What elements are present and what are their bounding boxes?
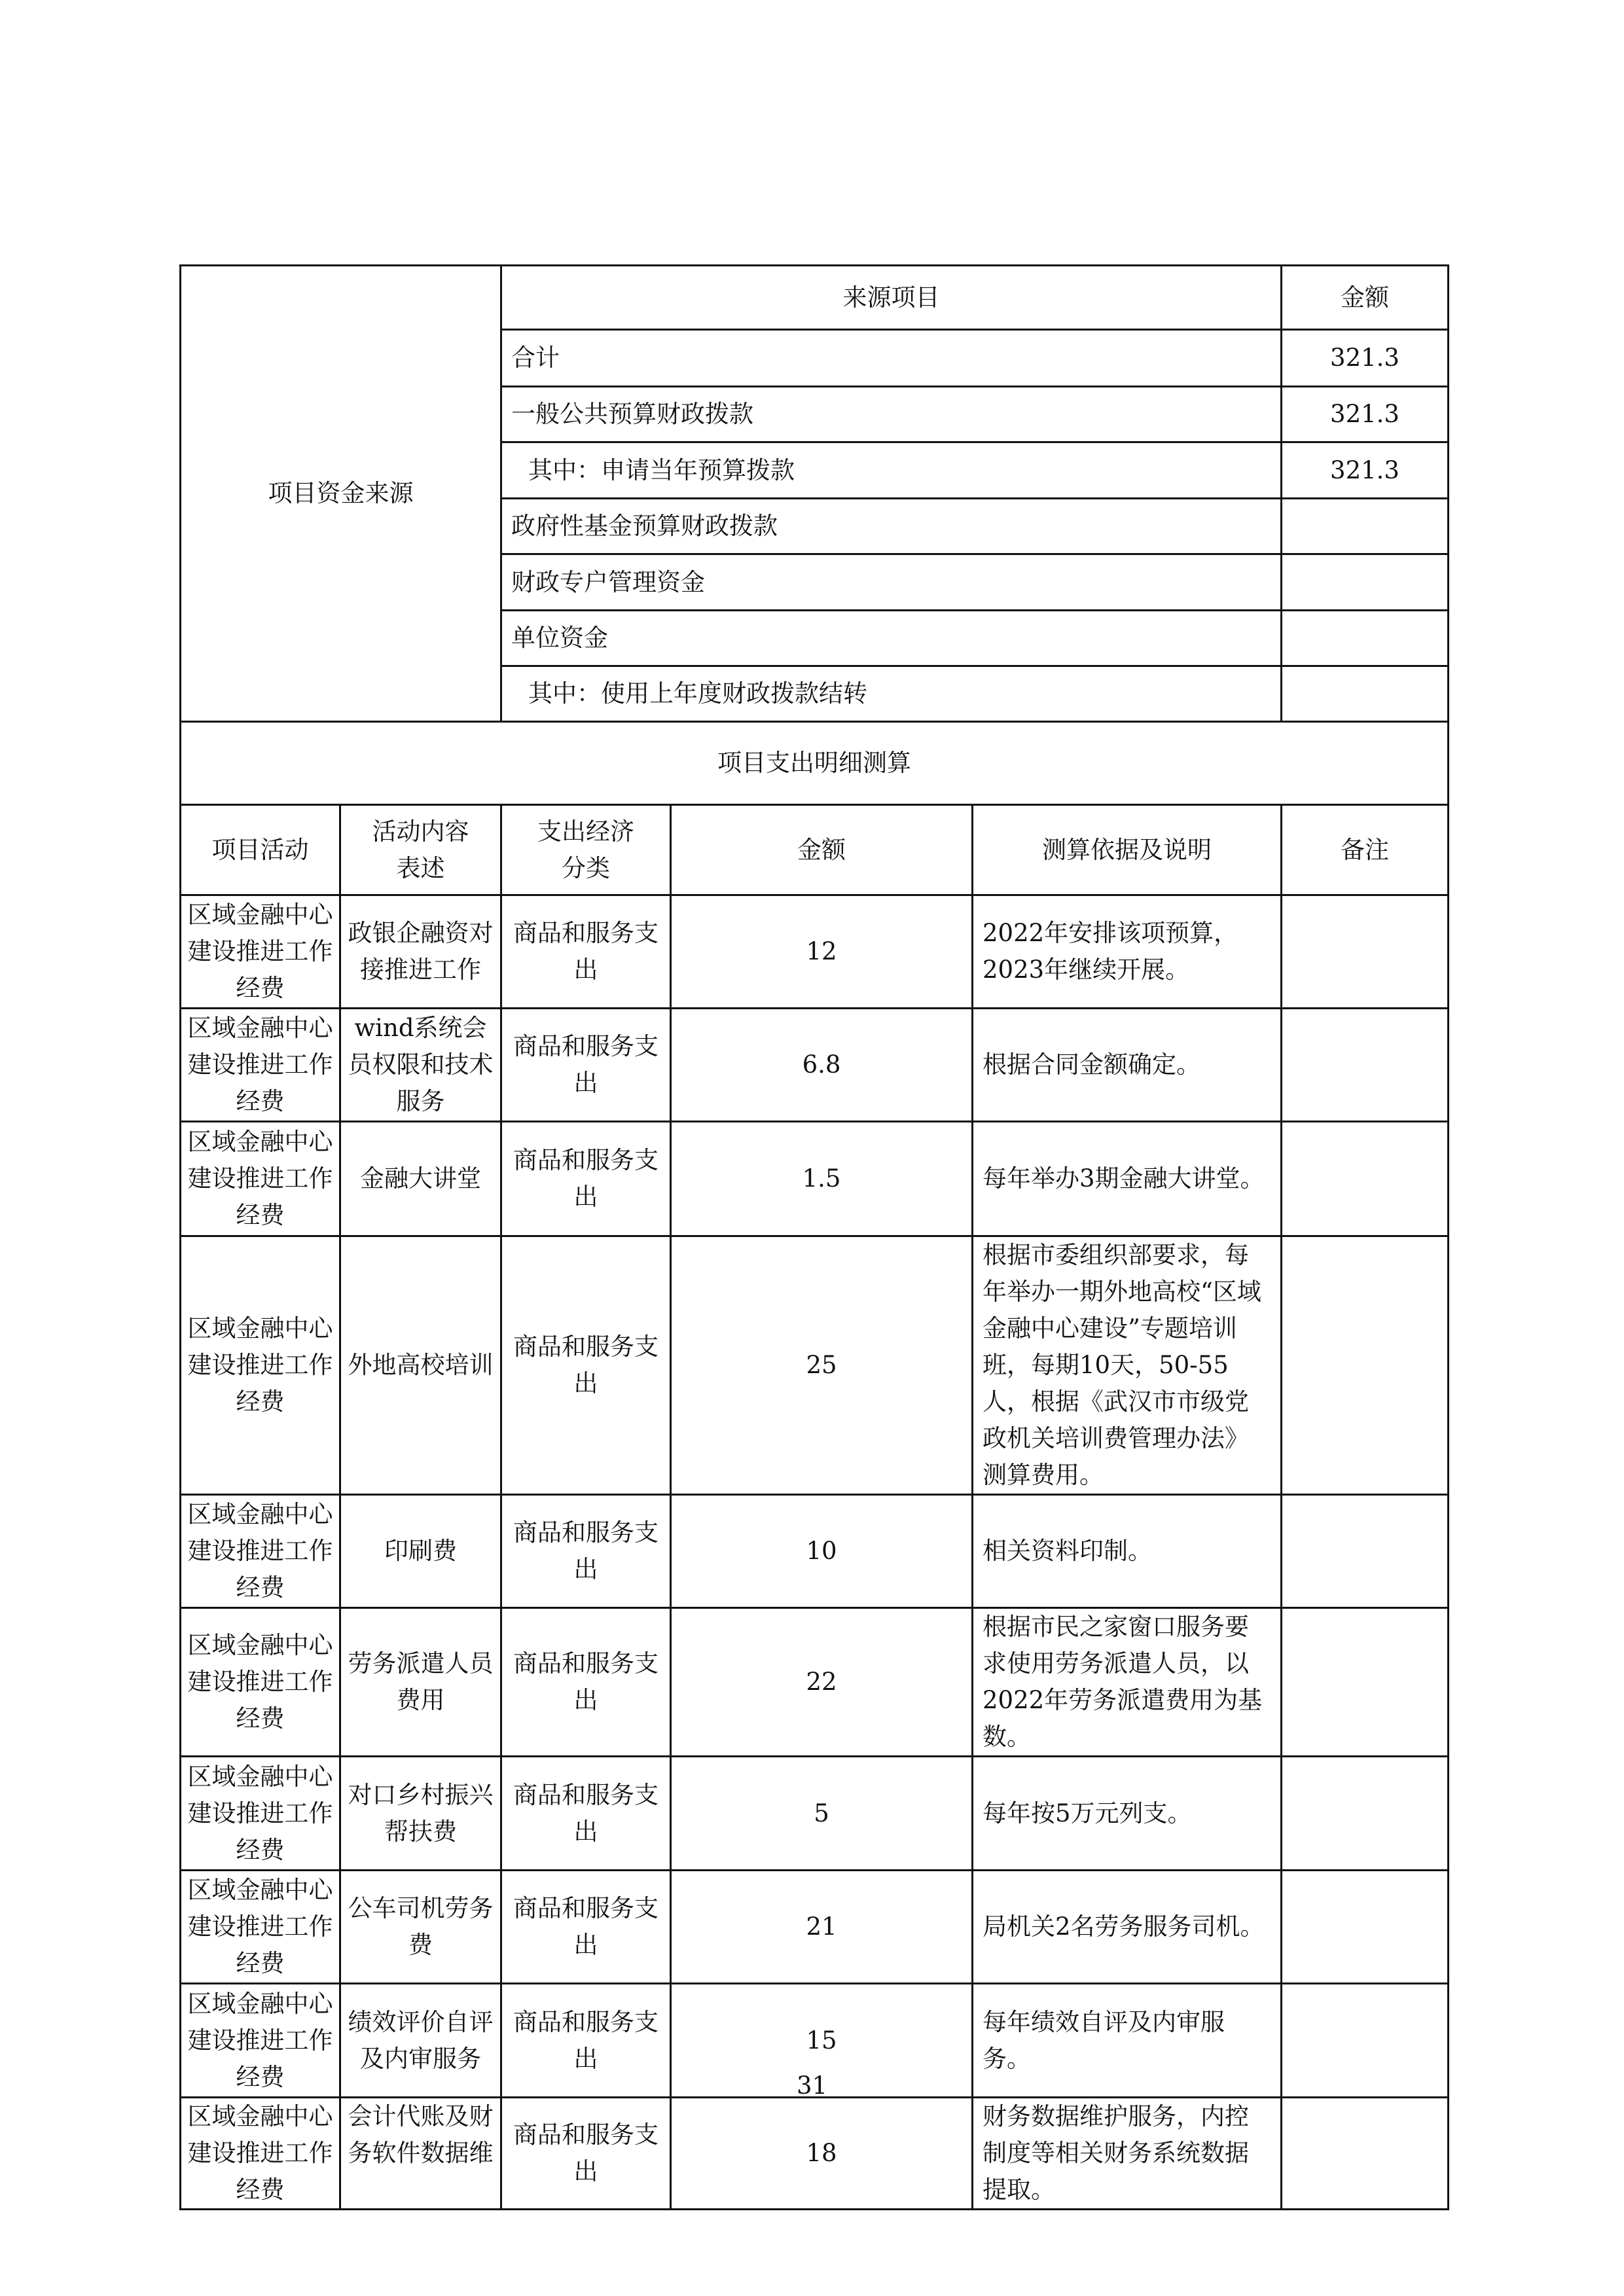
page-number: 31 <box>796 2072 828 2100</box>
row-activity: 区域金融中心建设推进工作经费 <box>181 1757 340 1871</box>
funding-row-amount <box>1282 499 1449 554</box>
row-basis: 2022年安排该项预算，2023年继续开展。 <box>973 895 1282 1009</box>
row-category: 商品和服务支出 <box>501 895 671 1009</box>
row-category: 商品和服务支出 <box>501 1236 671 1495</box>
row-amount: 18 <box>671 2098 973 2210</box>
column-header-category: 支出经济分类 <box>501 805 671 895</box>
budget-table <box>179 264 1449 2210</box>
row-activity: 区域金融中心建设推进工作经费 <box>181 1122 340 1236</box>
row-basis: 相关资料印制。 <box>973 1495 1282 1608</box>
row-category: 商品和服务支出 <box>501 2098 671 2210</box>
row-note <box>1282 1495 1449 1608</box>
row-basis: 每年举办3期金融大讲堂。 <box>973 1122 1282 1236</box>
row-note <box>1282 1122 1449 1236</box>
row-amount: 21 <box>671 1871 973 1984</box>
funding-row-label: 合计 <box>501 330 1282 387</box>
funding-row-label: 其中：使用上年度财政拨款结转 <box>501 666 1282 722</box>
row-amount: 25 <box>671 1236 973 1495</box>
row-content: 对口乡村振兴帮扶费 <box>340 1757 501 1871</box>
funding-row-label: 财政专户管理资金 <box>501 554 1282 611</box>
row-amount: 12 <box>671 895 973 1009</box>
row-activity: 区域金融中心建设推进工作经费 <box>181 895 340 1009</box>
row-basis: 每年按5万元列支。 <box>973 1757 1282 1871</box>
column-header-note: 备注 <box>1282 805 1449 895</box>
funding-row-amount: 321.3 <box>1282 442 1449 499</box>
column-header-basis: 测算依据及说明 <box>973 805 1282 895</box>
funding-row-amount <box>1282 666 1449 722</box>
row-activity: 区域金融中心建设推进工作经费 <box>181 1984 340 2098</box>
column-header-content: 活动内容表述 <box>340 805 501 895</box>
row-note <box>1282 1236 1449 1495</box>
row-amount: 10 <box>671 1495 973 1608</box>
row-activity: 区域金融中心建设推进工作经费 <box>181 1608 340 1757</box>
row-note <box>1282 1608 1449 1757</box>
funding-row-label: 一般公共预算财政拨款 <box>501 387 1282 442</box>
column-header-activity: 项目活动 <box>181 805 340 895</box>
funding-row-amount <box>1282 554 1449 611</box>
row-basis: 每年绩效自评及内审服务。 <box>973 1984 1282 2098</box>
row-category: 商品和服务支出 <box>501 1757 671 1871</box>
funding-header-source: 来源项目 <box>501 266 1282 330</box>
row-amount: 5 <box>671 1757 973 1871</box>
row-note <box>1282 1009 1449 1122</box>
row-basis: 根据市民之家窗口服务要求使用劳务派遣人员，以2022年劳务派遣费用为基数。 <box>973 1608 1282 1757</box>
row-category: 商品和服务支出 <box>501 1871 671 1984</box>
row-basis: 局机关2名劳务服务司机。 <box>973 1871 1282 1984</box>
row-basis: 根据市委组织部要求，每年举办一期外地高校“区域金融中心建设”专题培训班，每期10天，50-55人，根据《武汉市市级党政机关培训费管理办法》测算费用。 <box>973 1236 1282 1495</box>
row-activity: 区域金融中心建设推进工作经费 <box>181 2098 340 2210</box>
row-activity: 区域金融中心建设推进工作经费 <box>181 1495 340 1608</box>
row-content: 政银企融资对接推进工作 <box>340 895 501 1009</box>
row-note <box>1282 895 1449 1009</box>
column-header-amount: 金额 <box>671 805 973 895</box>
row-content: 劳务派遣人员费用 <box>340 1608 501 1757</box>
funding-row-label: 政府性基金预算财政拨款 <box>501 499 1282 554</box>
funding-section-label: 项目资金来源 <box>181 266 501 722</box>
funding-row-label: 单位资金 <box>501 611 1282 666</box>
row-content: wind系统会员权限和技术服务 <box>340 1009 501 1122</box>
row-activity: 区域金融中心建设推进工作经费 <box>181 1009 340 1122</box>
row-content: 印刷费 <box>340 1495 501 1608</box>
row-content: 公车司机劳务费 <box>340 1871 501 1984</box>
row-content: 外地高校培训 <box>340 1236 501 1495</box>
row-amount: 22 <box>671 1608 973 1757</box>
row-content: 金融大讲堂 <box>340 1122 501 1236</box>
row-activity: 区域金融中心建设推进工作经费 <box>181 1236 340 1495</box>
row-note <box>1282 1757 1449 1871</box>
row-category: 商品和服务支出 <box>501 1122 671 1236</box>
row-amount: 6.8 <box>671 1009 973 1122</box>
funding-header-amount: 金额 <box>1282 266 1449 330</box>
row-basis: 根据合同金额确定。 <box>973 1009 1282 1122</box>
row-category: 商品和服务支出 <box>501 1009 671 1122</box>
row-basis: 财务数据维护服务，内控制度等相关财务系统数据提取。 <box>973 2098 1282 2210</box>
row-amount: 15 <box>671 1984 973 2098</box>
row-amount: 1.5 <box>671 1122 973 1236</box>
funding-row-label: 其中：申请当年预算拨款 <box>501 442 1282 499</box>
row-category: 商品和服务支出 <box>501 1608 671 1757</box>
detail-section-title: 项目支出明细测算 <box>181 722 1449 805</box>
row-content: 绩效评价自评及内审服务 <box>340 1984 501 2098</box>
funding-row-amount: 321.3 <box>1282 330 1449 387</box>
row-category: 商品和服务支出 <box>501 1495 671 1608</box>
row-activity: 区域金融中心建设推进工作经费 <box>181 1871 340 1984</box>
funding-row-amount <box>1282 611 1449 666</box>
row-note <box>1282 1871 1449 1984</box>
row-content: 会计代账及财务软件数据维 <box>340 2098 501 2210</box>
row-note <box>1282 2098 1449 2210</box>
funding-row-amount: 321.3 <box>1282 387 1449 442</box>
row-category: 商品和服务支出 <box>501 1984 671 2098</box>
